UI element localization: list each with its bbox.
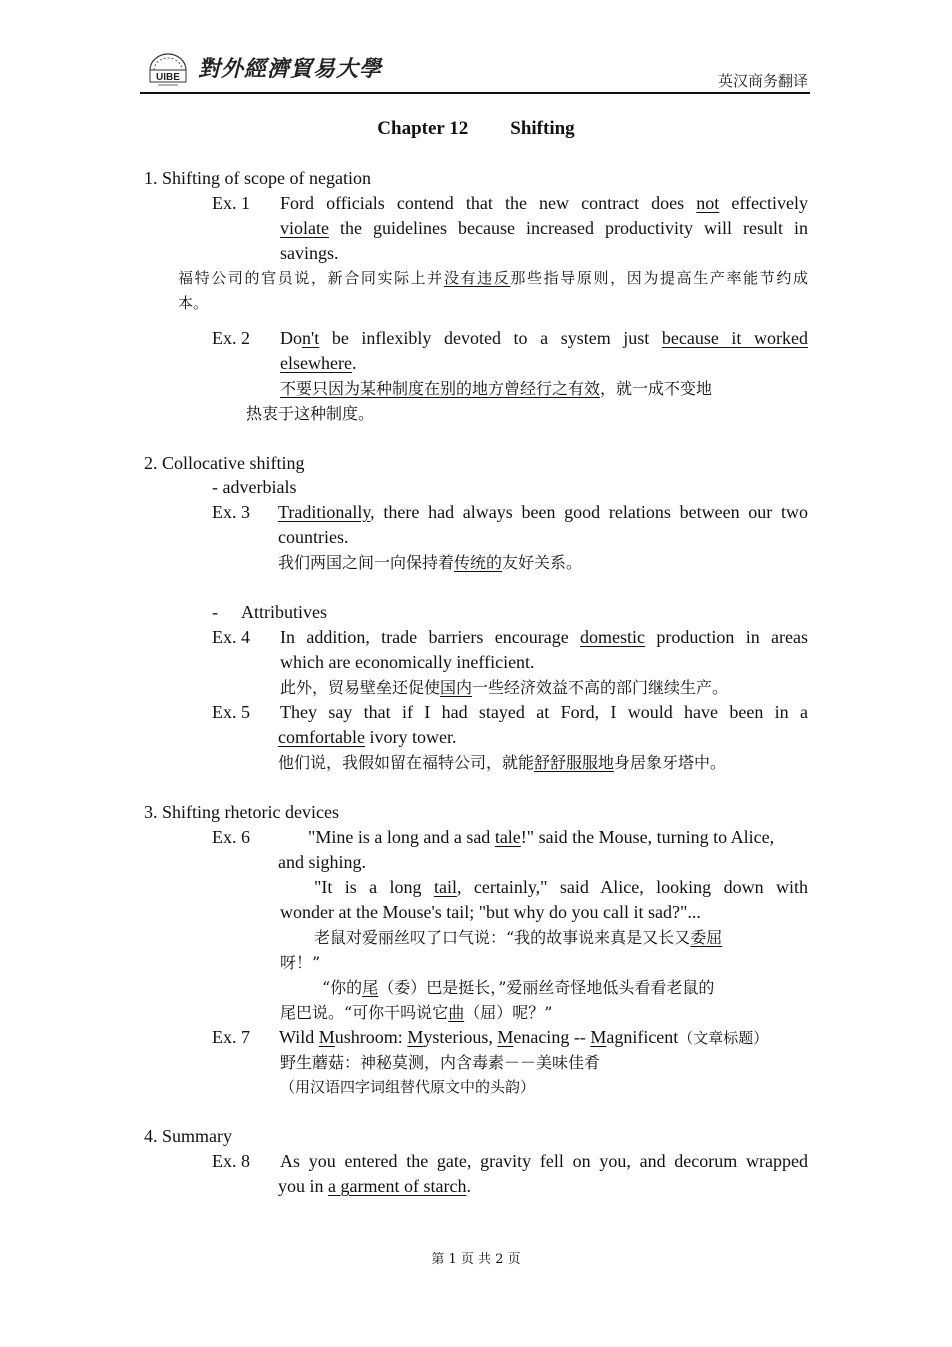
ex4-line-2: which are economically inefficient. <box>280 652 535 672</box>
ex7-word-3: ysterious, <box>423 1027 498 1047</box>
ex3-underline-traditionally: Traditionally <box>278 502 371 522</box>
ex2-translation-line-1 <box>280 376 712 401</box>
ex4-zh-b: 一些经济效益不高的部门继续生产。 <box>472 678 729 697</box>
ex8-line-2 <box>278 1174 471 1199</box>
ex7-word-4: enacing -- <box>513 1027 591 1047</box>
ex6-line-2: and sighing. <box>278 852 366 872</box>
ex7-title-note: （文章标题） <box>678 1029 769 1047</box>
ex6-text-a: "Mine is a long and a sad <box>308 827 495 847</box>
ex6-zh-underline-1: 委屈 <box>690 928 723 947</box>
ex7-alliteration-1: M <box>318 1027 335 1047</box>
ex8-label: Ex. 8 <box>212 1151 250 1171</box>
ex4-line-1 <box>280 625 808 650</box>
ex4-label: Ex. 4 <box>212 627 250 647</box>
ex6-line-3 <box>314 875 808 900</box>
ex6-zh-b: “你的 <box>322 978 363 997</box>
ex8-underline-garment: a garment of starch <box>328 1176 467 1196</box>
ex1-underline-violate: violate <box>280 218 329 238</box>
university-emblem <box>144 48 192 93</box>
ex8-text-a: you in <box>278 1176 329 1196</box>
ex6-zh-d: 尾巴说。“可你干吗说它 <box>280 1003 449 1022</box>
ex7-alliteration-2: M <box>407 1027 424 1047</box>
ex6-text-c: "It is a long <box>314 877 434 897</box>
ex1-translation-line-1 <box>178 266 808 291</box>
ex1-line-3: savings. <box>280 243 339 263</box>
ex4-text-a: In addition, trade barriers encourage <box>280 627 581 647</box>
ex6-line-4: wonder at the Mouse's tail; "but why do you call it sad?"... <box>280 902 701 922</box>
ex1-zh-underline: 没有违反 <box>443 269 511 287</box>
ex8-line-1: As you entered the gate, gravity fell on you, and decorum wrapped <box>280 1151 808 1171</box>
ex2-zh-b: ，就一成不变地 <box>600 379 713 398</box>
ex7-alliteration-3: M <box>497 1027 514 1047</box>
ex3-zh-underline: 传统的 <box>454 553 503 572</box>
ex4-underline-domestic: domestic <box>580 627 646 647</box>
ex1-line-2 <box>280 216 808 241</box>
subheading-attributives: Attributives <box>241 602 327 622</box>
subheading-dash: - <box>212 602 218 622</box>
chapter-title <box>0 118 952 140</box>
chapter-number: Chapter 12 <box>377 118 469 139</box>
ex5-label: Ex. 5 <box>212 702 250 722</box>
ex4-zh-underline: 国内 <box>440 678 473 697</box>
ex1-zh-a: 福特公司的官员说，新合同实际上并 <box>178 269 444 287</box>
section-2-heading: 2. Collocative shifting <box>144 453 305 473</box>
ex3-line-2: countries. <box>278 527 349 547</box>
ex3-translation <box>278 550 582 575</box>
ex2-line-2 <box>280 351 356 376</box>
ex6-zh-underline-3: 曲 <box>448 1003 465 1022</box>
ex6-line-1 <box>308 825 774 850</box>
ex3-label: Ex. 3 <box>212 502 250 522</box>
ex2-underline-because: because it worked <box>661 328 808 348</box>
ex5-zh-a: 他们说，我假如留在福特公司，就能 <box>278 753 535 772</box>
ex6-zh-a: 老鼠对爱丽丝叹了口气说：“我的故事说来真是又长又 <box>314 928 691 947</box>
ex7-alliteration-4: M <box>590 1027 607 1047</box>
ex2-text-c: . <box>351 353 357 373</box>
chapter-topic: Shifting <box>510 118 575 139</box>
ex1-text-b: effectively <box>719 193 809 213</box>
section-1-heading: 1. Shifting of scope of negation <box>144 168 371 188</box>
ex6-underline-tail: tail <box>433 877 457 897</box>
ex2-zh-underline: 不要只因为某种制度在别的地方曾经行之有效 <box>280 379 601 398</box>
ex7-word-1: Wild <box>279 1027 319 1047</box>
ex2-translation-line-2: 热衷于这种制度。 <box>246 404 375 423</box>
page-header <box>140 44 810 94</box>
ex6-text-b: !" said the Mouse, turning to Alice, <box>520 827 775 847</box>
ex6-zh-underline-2: 尾 <box>362 978 379 997</box>
ex2-underline-nt: n't <box>302 328 320 348</box>
ex2-text-a: Do <box>280 328 302 348</box>
subheading-adverbials: - adverbials <box>212 477 297 497</box>
university-name-logo: 對外經濟貿易大學 <box>198 56 383 82</box>
ex5-translation <box>278 750 726 775</box>
page-number-footer: 第 1 页 共 2 页 <box>431 1252 521 1267</box>
section-3-heading: 3. Shifting rhetoric devices <box>144 802 339 822</box>
ex5-text-b: ivory tower. <box>364 727 457 747</box>
ex2-line-1 <box>280 326 808 351</box>
ex1-zh-b: 那些指导原则，因为提高生产率能节约成 <box>510 269 808 287</box>
course-name: 英汉商务翻译 <box>717 72 808 90</box>
ex4-translation <box>280 675 728 700</box>
ex1-line-1 <box>280 191 808 216</box>
ex1-text-a: Ford officials contend that the new contract does <box>280 193 697 213</box>
ex2-underline-elsewhere: elsewhere <box>280 353 352 373</box>
ex1-underline-not: not <box>696 193 720 213</box>
ex6-zh-c: （委）巴是挺长，”爱丽丝奇怪地低头看看老鼠的 <box>378 978 715 997</box>
ex7-translation: 野生蘑菇：神秘莫测，内含毒素－－美味佳肴 <box>280 1053 601 1072</box>
ex3-text-b: , there had always been good relations between our two <box>370 502 808 522</box>
ex4-text-b: production in areas <box>645 627 808 647</box>
ex6-translation-line-3 <box>322 975 714 1000</box>
ex8-text-b: . <box>466 1176 471 1196</box>
ex7-word-2: ushroom: <box>334 1027 408 1047</box>
ex1-translation-line-2: 本。 <box>178 294 209 312</box>
ex5-zh-underline: 舒舒服服地 <box>534 753 615 772</box>
ex6-translation-line-1 <box>314 925 722 950</box>
ex1-label: Ex. 1 <box>212 193 250 213</box>
ex1-text-c: the guidelines because increased productivity will result in <box>328 218 808 238</box>
ex4-zh-a: 此外，贸易壁垒还促使 <box>280 678 441 697</box>
ex3-zh-b: 友好关系。 <box>502 553 583 572</box>
ex7-word-5: agnificent <box>606 1027 679 1047</box>
ex5-line-2 <box>278 725 456 750</box>
ex3-line-1 <box>278 500 808 525</box>
ex6-text-d: , certainly," said Alice, looking down with <box>456 877 808 897</box>
ex5-line-1: They say that if I had stayed at Ford, I would have been in a <box>280 702 808 722</box>
ex7-comment: （用汉语四字词组替代原文中的头韵） <box>280 1078 536 1096</box>
ex3-zh-a: 我们两国之间一向保持着 <box>278 553 455 572</box>
emblem-text: UIBE <box>156 72 180 83</box>
section-4-heading: 4. Summary <box>144 1126 232 1146</box>
ex2-text-b: be inflexibly devoted to a system just <box>319 328 662 348</box>
ex6-translation-line-2: 呀！” <box>280 953 321 972</box>
ex7-label: Ex. 7 <box>212 1027 250 1047</box>
ex5-zh-b: 身居象牙塔中。 <box>614 753 727 772</box>
ex5-underline-comfortable: comfortable <box>278 727 365 747</box>
ex6-label: Ex. 6 <box>212 827 250 847</box>
ex2-label: Ex. 2 <box>212 328 250 348</box>
ex7-line-1 <box>279 1025 768 1051</box>
ex6-translation-line-4 <box>280 1000 552 1025</box>
ex6-zh-e: （屈）呢？” <box>464 1003 553 1022</box>
ex6-underline-tale: tale <box>494 827 521 847</box>
